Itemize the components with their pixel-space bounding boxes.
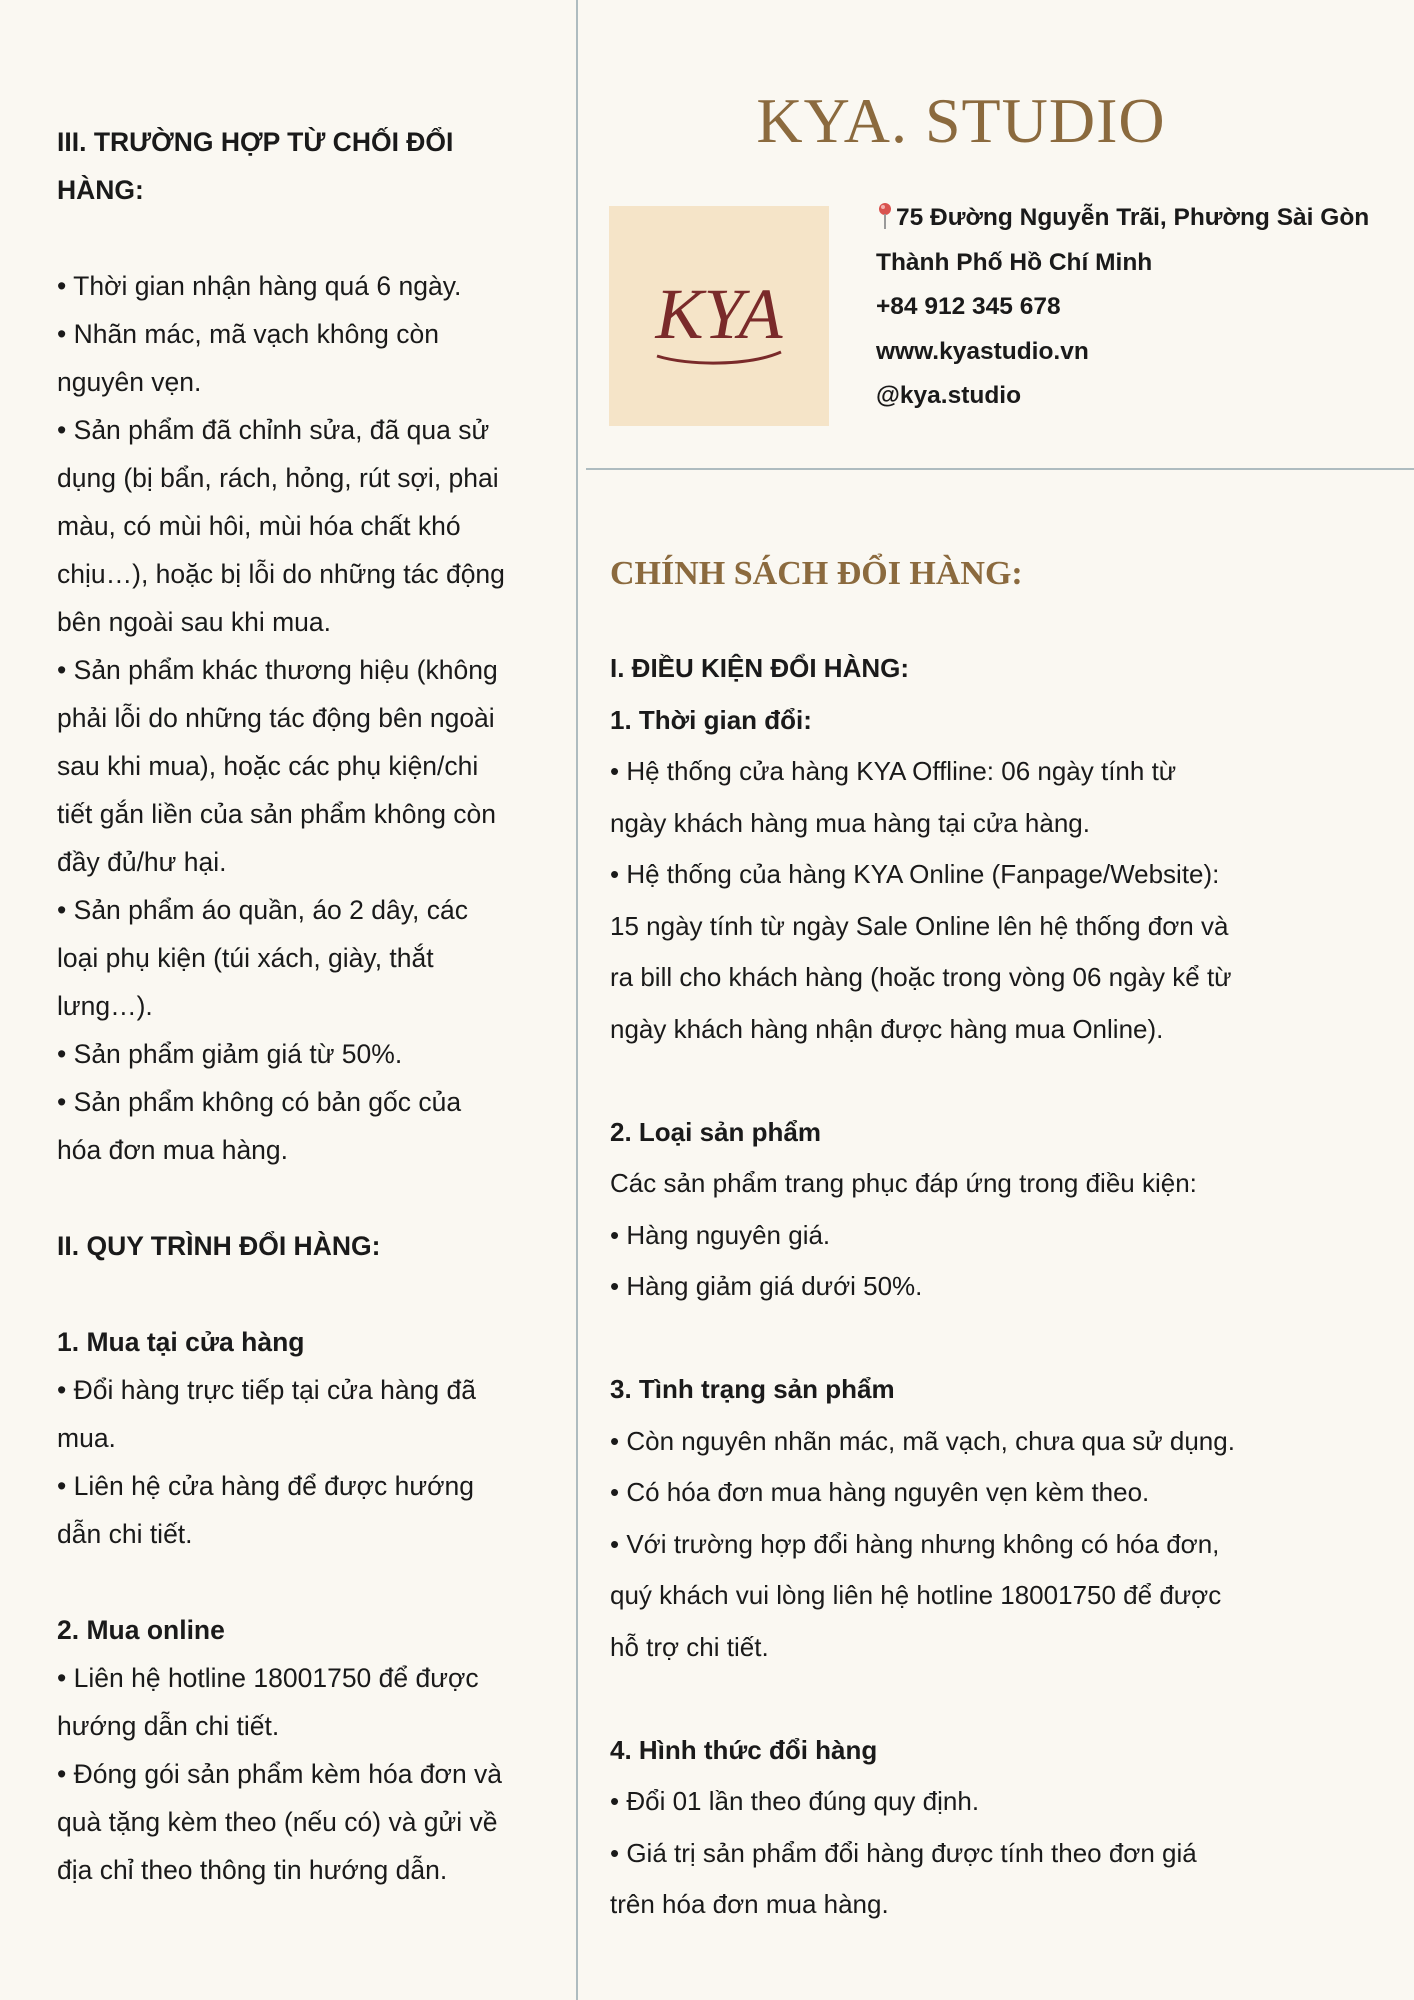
refusal-line: • Sản phẩm áo quần, áo 2 dây, các <box>57 895 468 925</box>
brand-name: KYA. STUDIO <box>756 85 1166 156</box>
refusal-line: lưng…). <box>57 991 153 1021</box>
form-heading: 4. Hình thức đổi hàng <box>610 1734 878 1765</box>
refusal-line: loại phụ kiện (túi xách, giày, thắt <box>57 943 434 973</box>
refusal-title-line1: III. TRƯỜNG HỢP TỪ CHỐI ĐỔI <box>57 127 454 157</box>
logo-text: KYA <box>655 274 783 354</box>
time-line: ra bill cho khách hàng (hoặc trong vòng 06 ngày kể từ <box>610 962 1232 992</box>
column-divider <box>576 0 578 2000</box>
refusal-line: nguyên vẹn. <box>57 367 202 397</box>
process-online-line: địa chỉ theo thông tin hướng dẫn. <box>57 1855 448 1885</box>
refusal-list <box>57 262 557 1174</box>
refusal-line: sau khi mua), hoặc các phụ kiện/chi <box>57 751 479 781</box>
time-line: ngày khách hàng mua hàng tại cửa hàng. <box>610 807 1090 838</box>
refusal-line: • Sản phẩm đã chỉnh sửa, đã qua sử <box>57 415 490 445</box>
policy-title: CHÍNH SÁCH ĐỔI HÀNG: <box>610 555 1023 592</box>
condition-line: hỗ trợ chi tiết. <box>610 1631 769 1662</box>
refusal-line: tiết gắn liền của sản phẩm không còn <box>57 799 497 829</box>
conditions-title: I. ĐIỀU KIỆN ĐỔI HÀNG: <box>610 653 910 683</box>
refusal-line: • Nhãn mác, mã vạch không còn <box>57 319 439 349</box>
form-line: trên hóa đơn mua hàng. <box>610 1889 889 1919</box>
refusal-line: • Sản phẩm khác thương hiệu (không <box>57 655 498 685</box>
condition-heading: 3. Tình trạng sản phẩm <box>610 1374 895 1404</box>
time-line: • Hệ thống của hàng KYA Online (Fanpage/Website): <box>610 859 1220 889</box>
type-heading: 2. Loại sản phẩm <box>610 1116 821 1147</box>
location-pin-icon <box>876 202 894 230</box>
social-handle: @kya.studio <box>876 382 1022 409</box>
process-store-line: mua. <box>57 1423 116 1453</box>
right-column <box>610 643 1390 1931</box>
address-line2: Thành Phố Hồ Chí Minh <box>876 248 1153 276</box>
time-line: • Hệ thống cửa hàng KYA Offline: 06 ngày tính từ <box>610 756 1177 786</box>
process-online-line: • Đóng gói sản phẩm kèm hóa đơn và <box>57 1759 503 1789</box>
time-heading: 1. Thời gian đổi: <box>610 704 812 735</box>
time-line: 15 ngày tính từ ngày Sale Online lên hệ thống đơn và <box>610 910 1229 941</box>
form-line: • Đổi 01 lần theo đúng quy định. <box>610 1786 980 1816</box>
process-online-line: • Liên hệ hotline 18001750 để được <box>57 1663 479 1693</box>
refusal-line: bên ngoài sau khi mua. <box>57 607 332 637</box>
phone-number: +84 912 345 678 <box>876 293 1061 320</box>
logo-mark-icon <box>609 206 829 426</box>
condition-line: • Có hóa đơn mua hàng nguyên vẹn kèm theo. <box>610 1477 1150 1507</box>
process-online-line: quà tặng kèm theo (nếu có) và gửi về <box>57 1807 498 1837</box>
process-title: II. QUY TRÌNH ĐỔI HÀNG: <box>57 1231 381 1261</box>
refusal-line: chịu…), hoặc bị lỗi do những tác động <box>57 559 505 589</box>
refusal-line: phải lỗi do những tác động bên ngoài <box>57 703 495 733</box>
process-online-line: hướng dẫn chi tiết. <box>57 1711 280 1741</box>
condition-line: • Còn nguyên nhãn mác, mã vạch, chưa qua sử dụng. <box>610 1425 1235 1456</box>
form-line: • Giá trị sản phẩm đổi hàng được tính theo đơn giá <box>610 1837 1197 1868</box>
condition-line: quý khách vui lòng liên hệ hotline 18001750 để được <box>610 1580 1222 1610</box>
process-online-heading: 2. Mua online <box>57 1615 225 1645</box>
type-line: • Hàng nguyên giá. <box>610 1219 831 1250</box>
condition-line: • Với trường hợp đổi hàng nhưng không có hóa đơn, <box>610 1528 1220 1559</box>
type-line: Các sản phẩm trang phục đáp ứng trong điều kiện: <box>610 1168 1197 1198</box>
refusal-line: • Sản phẩm giảm giá từ 50%. <box>57 1039 403 1069</box>
header-divider <box>586 468 1414 470</box>
refusal-line: dụng (bị bẩn, rách, hỏng, rút sợi, phai <box>57 463 499 493</box>
refusal-title-line2: HÀNG: <box>57 175 144 205</box>
address-text: 75 Đường Nguyễn Trãi, Phường Sài Gòn <box>896 204 1370 231</box>
process-store-line: • Liên hệ cửa hàng để được hướng <box>57 1471 474 1501</box>
type-line: • Hàng giảm giá dưới 50%. <box>610 1271 923 1301</box>
contact-block <box>876 196 1414 419</box>
process-store-heading: 1. Mua tại cửa hàng <box>57 1327 305 1357</box>
refusal-line: • Sản phẩm không có bản gốc của <box>57 1087 462 1117</box>
left-column <box>57 118 557 1894</box>
refusal-line: màu, có mùi hôi, mùi hóa chất khó <box>57 511 461 541</box>
refusal-line: đầy đủ/hư hại. <box>57 847 227 877</box>
process-store-line: • Đổi hàng trực tiếp tại cửa hàng đã <box>57 1375 476 1405</box>
refusal-line: • Thời gian nhận hàng quá 6 ngày. <box>57 271 462 301</box>
time-line: ngày khách hàng nhận được hàng mua Online). <box>610 1013 1164 1044</box>
refusal-title <box>57 118 557 214</box>
logo <box>609 206 829 426</box>
website-link[interactable]: www.kyastudio.vn <box>876 337 1089 365</box>
process-store-line: dẫn chi tiết. <box>57 1519 193 1549</box>
address-line1 <box>876 196 1414 241</box>
refusal-line: hóa đơn mua hàng. <box>57 1135 289 1165</box>
